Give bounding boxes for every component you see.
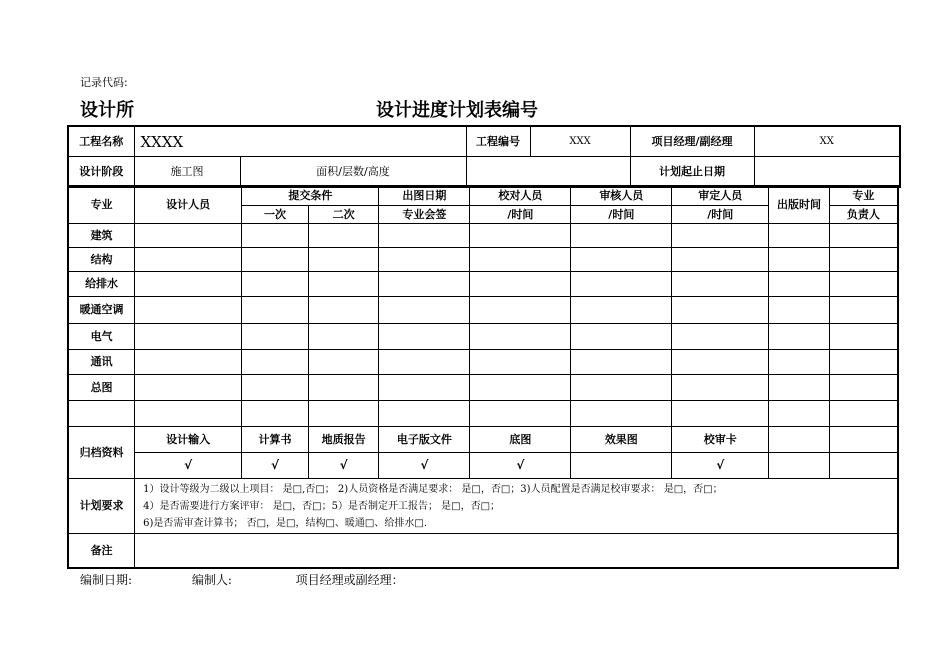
project-no-label: 工程编号	[466, 126, 530, 157]
schedule-cell[interactable]	[379, 324, 470, 350]
schedule-cell[interactable]	[242, 248, 309, 272]
archive-check[interactable]: √	[242, 453, 309, 479]
discipline-name	[68, 401, 135, 427]
schedule-cell[interactable]	[672, 324, 769, 350]
schedule-cell[interactable]	[242, 375, 309, 401]
discipline-name: 建筑	[68, 224, 135, 248]
discipline-row	[68, 224, 898, 248]
header-out-date: 出图日期	[379, 186, 470, 205]
schedule-cell[interactable]	[308, 272, 379, 297]
schedule-cell[interactable]	[571, 297, 672, 324]
schedule-cell[interactable]	[769, 324, 830, 350]
schedule-cell[interactable]	[672, 272, 769, 297]
schedule-cell[interactable]	[769, 375, 830, 401]
schedule-cell[interactable]	[470, 375, 571, 401]
schedule-cell[interactable]	[242, 401, 309, 427]
schedule-cell[interactable]	[242, 324, 309, 350]
header-submit: 提交条件	[242, 186, 379, 205]
schedule-cell[interactable]	[571, 375, 672, 401]
archive-label: 归档资料	[68, 427, 135, 479]
schedule-cell[interactable]	[135, 324, 242, 350]
schedule-cell[interactable]	[571, 224, 672, 248]
schedule-cell[interactable]	[470, 297, 571, 324]
header-approve-time: /时间	[672, 205, 769, 224]
plan-line-3: 6)是否需审查计算书； 否□，是□，结构□、暖通□、给排水□.	[143, 517, 428, 529]
footer-manager-label: 项目经理或副经理：	[295, 573, 404, 587]
project-name-label: 工程名称	[68, 126, 134, 157]
schedule-cell[interactable]	[308, 324, 379, 350]
plan-line-2: 4）是否需要进行方案评审： 是□，否□；5）是否制定开工报告； 是□，否□；	[143, 500, 501, 512]
discipline-name: 电气	[68, 324, 135, 350]
project-no-value[interactable]: XXX	[530, 126, 630, 157]
archive-item: 效果图	[571, 427, 672, 453]
archive-check[interactable]: √	[135, 453, 242, 479]
project-info-table	[67, 125, 901, 188]
discipline-name: 通讯	[68, 350, 135, 375]
schedule-cell[interactable]	[769, 350, 830, 375]
schedule-cell[interactable]	[672, 350, 769, 375]
schedule-cell[interactable]	[242, 350, 309, 375]
schedule-cell[interactable]	[308, 401, 379, 427]
header-check-time: /时间	[470, 205, 571, 224]
discipline-name: 给排水	[68, 272, 135, 297]
schedule-cell[interactable]	[769, 297, 830, 324]
schedule-cell[interactable]	[135, 350, 242, 375]
header-countersign: 专业会签	[379, 205, 470, 224]
schedule-cell[interactable]	[829, 324, 898, 350]
header-lead-person: 负责人	[829, 205, 898, 224]
archive-item	[829, 427, 898, 453]
schedule-cell[interactable]	[242, 297, 309, 324]
schedule-cell[interactable]	[379, 297, 470, 324]
schedule-cell[interactable]	[829, 297, 898, 324]
schedule-cell[interactable]	[242, 224, 309, 248]
project-name-value[interactable]: XXXX	[134, 126, 466, 157]
page-title: 设计进度计划表编号	[376, 100, 538, 121]
archive-item: 底图	[470, 427, 571, 453]
schedule-cell[interactable]	[769, 248, 830, 272]
header-first: 一次	[242, 205, 309, 224]
header-check: 校对人员	[470, 186, 571, 205]
schedule-cell[interactable]	[308, 350, 379, 375]
schedule-cell[interactable]	[571, 350, 672, 375]
schedule-cell[interactable]	[829, 224, 898, 248]
schedule-cell[interactable]	[470, 224, 571, 248]
schedule-cell[interactable]	[308, 297, 379, 324]
schedule-cell[interactable]	[672, 224, 769, 248]
header-second: 二次	[308, 205, 379, 224]
schedule-cell[interactable]	[571, 272, 672, 297]
archive-item: 地质报告	[308, 427, 379, 453]
schedule-cell[interactable]	[135, 375, 242, 401]
schedule-cell[interactable]	[242, 272, 309, 297]
plan-line-1: 1）设计等级为二级以上项目： 是□,否□； 2)人员资格是否满足要求： 是□，否□；3)人员配置是否满足校审要求： 是□，否□；	[143, 483, 723, 495]
manager-label: 项目经理/副经理	[630, 126, 754, 157]
plan-requirements	[135, 479, 898, 534]
schedule-cell[interactable]	[470, 272, 571, 297]
footer-date-label: 编制日期:	[80, 573, 133, 587]
discipline-name: 暖通空调	[68, 297, 135, 324]
schedule-cell[interactable]	[571, 248, 672, 272]
schedule-cell[interactable]	[470, 401, 571, 427]
archive-item: 校审卡	[672, 427, 769, 453]
stage-value[interactable]: 施工图	[134, 157, 240, 188]
schedule-cell[interactable]	[470, 248, 571, 272]
schedule-cell[interactable]	[308, 224, 379, 248]
schedule-cell[interactable]	[829, 375, 898, 401]
archive-check[interactable]: √	[672, 453, 769, 479]
schedule-cell[interactable]	[135, 401, 242, 427]
footer-author-label: 编制人:	[191, 573, 232, 587]
schedule-cell[interactable]	[308, 375, 379, 401]
archive-item: 设计输入	[135, 427, 242, 453]
discipline-row	[68, 248, 898, 272]
archive-check[interactable]: √	[470, 453, 571, 479]
schedule-cell[interactable]	[829, 248, 898, 272]
schedule-cell[interactable]	[135, 224, 242, 248]
discipline-row	[68, 375, 898, 401]
schedule-cell[interactable]	[769, 272, 830, 297]
header-review-time: /时间	[571, 205, 672, 224]
archive-item: 电子版文件	[379, 427, 470, 453]
footer	[80, 571, 404, 588]
header-publish: 出版时间	[769, 186, 830, 224]
schedule-cell[interactable]	[829, 401, 898, 427]
discipline-name: 结构	[68, 248, 135, 272]
discipline-row	[68, 350, 898, 375]
record-code-label: 记录代码:	[80, 76, 128, 89]
remark-value[interactable]	[135, 534, 898, 568]
schedule-cell[interactable]	[829, 350, 898, 375]
schedule-table	[67, 185, 899, 569]
archive-check[interactable]	[571, 453, 672, 479]
plan-date-label: 计划起止日期	[630, 157, 754, 188]
schedule-cell[interactable]	[308, 248, 379, 272]
schedule-cell[interactable]	[571, 324, 672, 350]
plan-label: 计划要求	[68, 479, 135, 534]
schedule-cell[interactable]	[672, 375, 769, 401]
plan-date-value[interactable]	[754, 157, 900, 188]
header-review: 审核人员	[571, 186, 672, 205]
schedule-cell[interactable]	[379, 272, 470, 297]
discipline-row	[68, 401, 898, 427]
department-name: 设计所	[80, 100, 134, 121]
schedule-cell[interactable]	[379, 248, 470, 272]
archive-check[interactable]: √	[308, 453, 379, 479]
schedule-cell[interactable]	[135, 248, 242, 272]
schedule-cell[interactable]	[379, 350, 470, 375]
schedule-cell[interactable]	[379, 401, 470, 427]
schedule-cell[interactable]	[672, 401, 769, 427]
schedule-cell[interactable]	[571, 401, 672, 427]
schedule-cell[interactable]	[470, 324, 571, 350]
archive-item	[769, 427, 830, 453]
remark-label: 备注	[68, 534, 135, 568]
archive-item: 计算书	[242, 427, 309, 453]
discipline-row	[68, 297, 898, 324]
header-major: 专业	[68, 186, 135, 224]
stage-label: 设计阶段	[68, 157, 134, 188]
schedule-cell[interactable]	[672, 248, 769, 272]
schedule-cell[interactable]	[379, 375, 470, 401]
schedule-cell[interactable]	[135, 272, 242, 297]
schedule-cell[interactable]	[672, 297, 769, 324]
archive-check[interactable]	[829, 453, 898, 479]
header-lead: 专业	[829, 186, 898, 205]
area-value[interactable]	[466, 157, 630, 188]
discipline-row	[68, 324, 898, 350]
archive-check[interactable]	[769, 453, 830, 479]
schedule-cell[interactable]	[135, 297, 242, 324]
discipline-name: 总图	[68, 375, 135, 401]
schedule-cell[interactable]	[470, 350, 571, 375]
schedule-cell[interactable]	[769, 224, 830, 248]
discipline-row	[68, 272, 898, 297]
header-designer: 设计人员	[135, 186, 242, 224]
header-approve: 审定人员	[672, 186, 769, 205]
archive-check[interactable]: √	[379, 453, 470, 479]
schedule-cell[interactable]	[379, 224, 470, 248]
schedule-cell[interactable]	[769, 401, 830, 427]
manager-value[interactable]: XX	[754, 126, 900, 157]
area-label: 面积/层数/高度	[240, 157, 466, 188]
schedule-cell[interactable]	[829, 272, 898, 297]
